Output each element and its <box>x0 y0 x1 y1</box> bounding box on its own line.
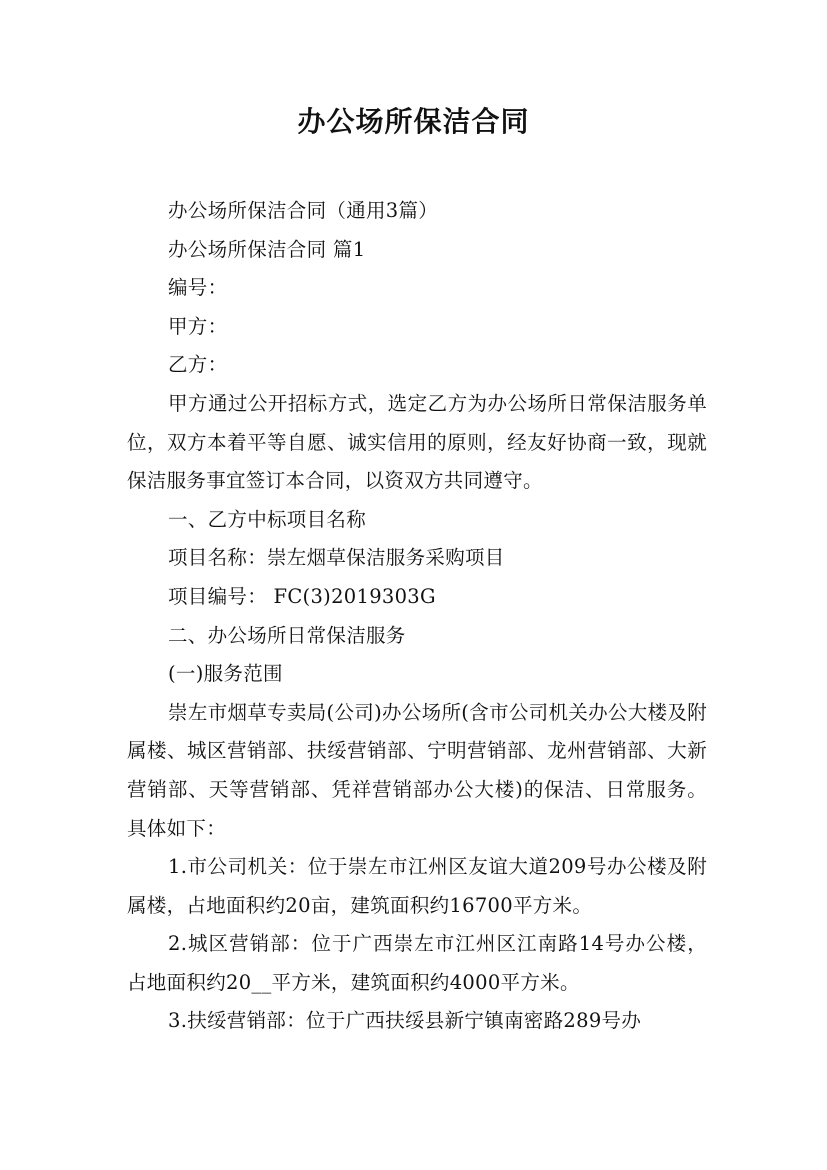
paragraph-section-heading: 办公场所保洁合同 篇1 <box>168 237 366 261</box>
paragraph-party-a-label: 甲方： <box>168 314 228 338</box>
paragraph-heading-cleaning-service: 二、办公场所日常保洁服务 <box>168 623 406 647</box>
document-title: 办公场所保洁合同 <box>297 105 530 138</box>
paragraph-item-1: 1.市公司机关：位于崇左市江州区友谊大道209号办公楼及附属楼，占地面积约20亩，建筑面积约16700平方米。 <box>127 855 707 917</box>
document-body <box>127 192 707 1041</box>
paragraph-project-name: 项目名称：崇左烟草保洁服务采购项目 <box>168 546 505 570</box>
paragraph-item-2: 2.城区营销部：位于广西崇左市江州区江南路14号办公楼，占地面积约20__平方米，建筑面积约4000平方米。 <box>127 932 707 994</box>
paragraph-project-number: 项目编号： FC(3)2019303G <box>168 584 436 608</box>
paragraph-service-scope: 崇左市烟草专卖局(公司)办公场所(含市公司机关办公大楼及附属楼、城区营销部、扶绥营销部、宁明营销部、龙州营销部、大新营销部、天等营销部、凭祥营销部办公大楼)的保洁、日常服务。具体如下： <box>127 700 707 840</box>
paragraph-service-scope-heading: (一)服务范围 <box>168 662 283 686</box>
paragraph-subtitle: 办公场所保洁合同（通用3篇） <box>168 199 439 222</box>
paragraph-preamble: 甲方通过公开招标方式，选定乙方为办公场所日常保洁服务单位，双方本着平等自愿、诚实信用的原则，经友好协商一致，现就保洁服务事宜签订本合同，以资双方共同遵守。 <box>127 391 707 493</box>
paragraph-heading-project-name: 一、乙方中标项目名称 <box>168 507 367 531</box>
paragraph-item-3: 3.扶绥营销部：位于广西扶绥县新宁镇南密路289号办 <box>168 1009 642 1033</box>
paragraph-party-b-label: 乙方： <box>168 353 228 377</box>
paragraph-number-label: 编号： <box>168 276 228 300</box>
